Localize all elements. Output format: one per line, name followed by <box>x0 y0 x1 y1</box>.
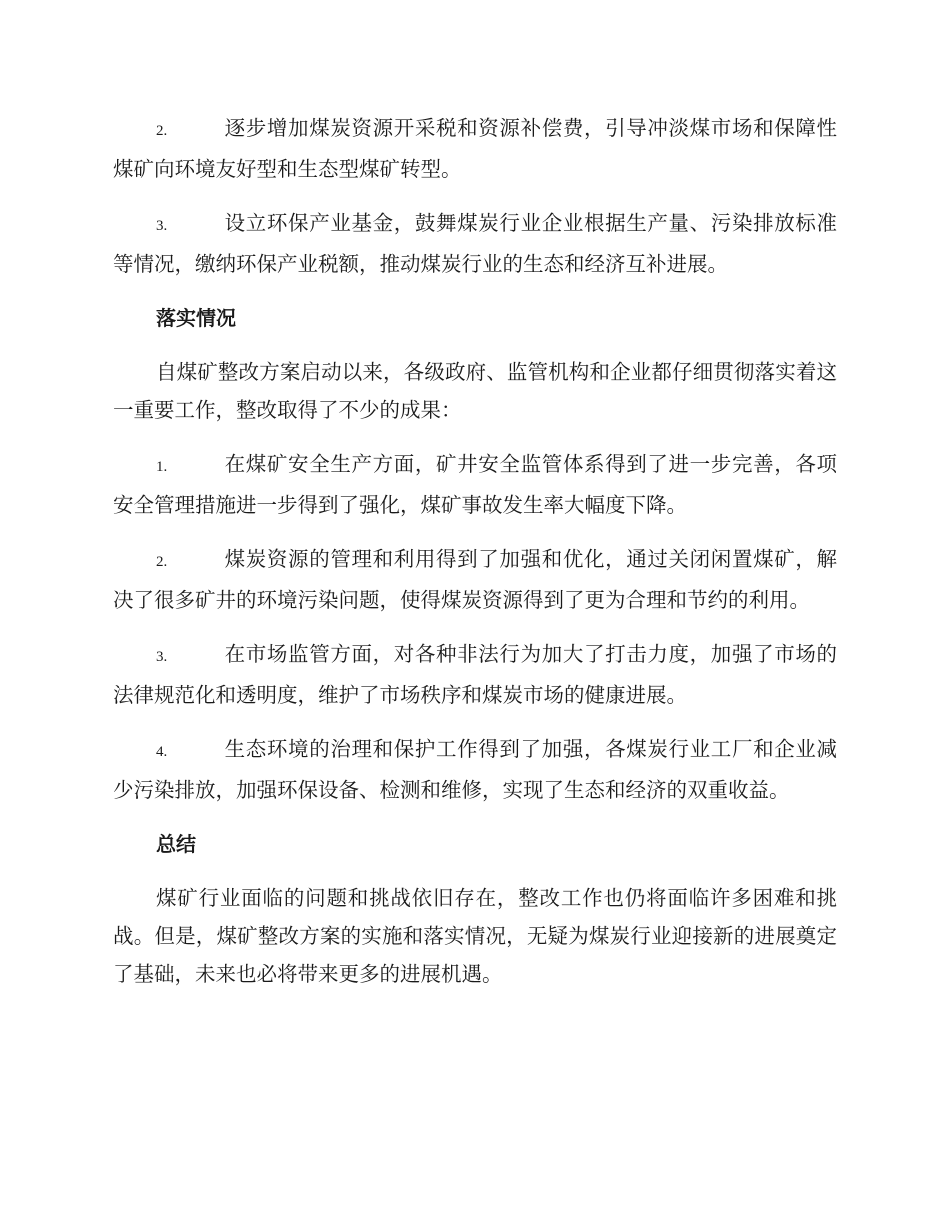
list-item-number: 2. <box>156 554 168 570</box>
list-item-text: 在煤矿安全生产方面，矿井安全监管体系得到了进一步完善，各项安全管理措施进一步得到了强化，煤矿事故发生率大幅度下降。 <box>113 452 837 517</box>
list-item-text: 在市场监管方面，对各种非法行为加大了打击力度，加强了市场的法律规范化和透明度，维护了市场秩序和煤炭市场的健康进展。 <box>113 642 837 707</box>
summary-paragraph: 煤矿行业面临的问题和挑战依旧存在，整改工作也仍将面临许多困难和挑战。但是，煤矿整改方案的实施和落实情况，无疑为煤炭行业迎接新的进展奠定了基础，未来也必将带来更多的进展机遇。 <box>113 886 837 986</box>
list-item <box>113 540 837 619</box>
list-item <box>113 730 837 809</box>
list-item-text: 煤炭资源的管理和利用得到了加强和优化，通过关闭闲置煤矿，解决了很多矿井的环境污染问题，使得煤炭资源得到了更为合理和节约的利用。 <box>113 547 837 612</box>
list-item <box>113 635 837 714</box>
list-item <box>113 445 837 524</box>
section-heading-implementation: 落实情况 <box>156 306 236 330</box>
list-item-number: 2. <box>156 123 168 139</box>
list-item-number: 3. <box>156 218 168 234</box>
list-item-number: 3. <box>156 649 168 665</box>
list-item-text: 设立环保产业基金，鼓舞煤炭行业企业根据生产量、污染排放标准等情况，缴纳环保产业税额，推动煤炭行业的生态和经济互补进展。 <box>113 211 837 276</box>
section-heading-summary: 总结 <box>156 832 196 856</box>
document-body <box>113 109 837 1009</box>
list-item <box>113 204 837 283</box>
list-item <box>113 109 837 188</box>
list-item-text: 生态环境的治理和保护工作得到了加强，各煤炭行业工厂和企业减少污染排放，加强环保设备、检测和维修，实现了生态和经济的双重收益。 <box>113 737 837 802</box>
list-item-number: 4. <box>156 744 168 760</box>
list-item-number: 1. <box>156 459 168 475</box>
list-item-text: 逐步增加煤炭资源开采税和资源补偿费，引导冲淡煤市场和保障性煤矿向环境友好型和生态型煤矿转型。 <box>113 116 837 181</box>
intro-paragraph: 自煤矿整改方案启动以来，各级政府、监管机构和企业都仔细贯彻落实着这一重要工作，整改取得了不少的成果： <box>113 360 837 422</box>
